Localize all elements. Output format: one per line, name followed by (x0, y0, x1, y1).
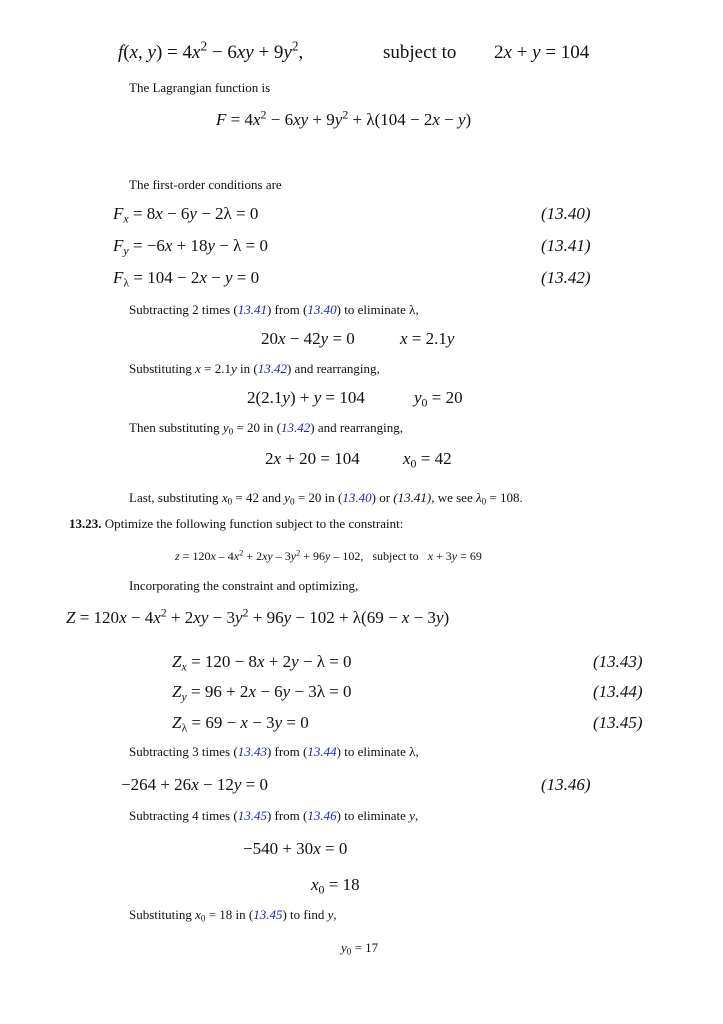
problem-statement: $z = 120x - 4x^2 + 2xy - 3y^2 + 96y - 102$, subject to x + 3y = 69 (175, 548, 482, 563)
equation-ref-link[interactable]: 13.46 (307, 808, 337, 823)
equation-ref-link[interactable]: 13.42 (257, 361, 287, 376)
final-result: $y_0 = 17$ (341, 940, 379, 957)
step-text: Last, substituting $x_0 = 42$ and $y_0 = 20$ in (13.40) or (13.41), we see $\lambda_0 = 108$. (129, 490, 523, 507)
equation-ref-link[interactable]: 13.40 (342, 490, 372, 505)
constraint-equation: 2x + y = 104 (494, 42, 590, 63)
equation-ref-link[interactable]: 13.41 (237, 302, 267, 317)
equation-tag: (13.46) (541, 775, 591, 794)
derived-equation: 20x − 42y = 0 (261, 329, 355, 348)
equation-tag: (13.41) (541, 236, 591, 255)
equation-ref-link[interactable]: 13.42 (281, 420, 311, 435)
equation-ref-link[interactable]: 13.45 (253, 907, 283, 922)
objective-function: f(x, $y) = 4x^2 - 6xy + 9y^2$, (118, 38, 304, 63)
foc-equation-zlambda: $Z_\lambda = 69 - x - 3y = 0$ (172, 713, 309, 735)
derived-equation: −264 + 26x − 12y = 0 (121, 775, 268, 794)
problem-heading: 13.23. Optimize the following function subject to the constraint: (69, 516, 404, 531)
equation-ref-link[interactable]: 13.43 (237, 744, 267, 759)
derived-equation: x = 2.1y (400, 329, 455, 348)
step-text: Then substituting $y_0 = 20$ in (13.42) and rearranging, (129, 420, 404, 437)
equation-tag: (13.40) (541, 204, 591, 223)
foc-equation-fy: $F_y = -6x + 18y - \lambda = 0$ (113, 236, 268, 258)
derived-equation: 2x + 20 = 104 (265, 449, 360, 468)
step-text: Subtracting 2 times (13.41) from (13.40) to eliminate λ, (129, 302, 419, 317)
derived-equation: $x_0 = 18$ (311, 875, 360, 897)
foc-equation-zy: $Z_y = 96 + 2x - 6y - 3\lambda = 0$ (172, 682, 352, 704)
lagrangian-equation: $F = 4x^2 - 6xy + 9y^2 + \lambda(104 - 2x - y)$ (216, 107, 472, 129)
foc-equation-zx: $Z_x = 120 - 8x + 2y - \lambda = 0$ (172, 652, 352, 674)
equation-tag: (13.42) (541, 268, 591, 287)
derived-equation: $y_0 = 20$ (414, 388, 463, 410)
equation-tag: (13.45) (593, 713, 643, 732)
lagrangian-intro: The Lagrangian function is (129, 80, 271, 95)
equation-tag: (13.43) (593, 652, 643, 671)
derived-equation: −540 + 30x = 0 (243, 839, 348, 858)
foc-equation-fx: $F_x = 8x - 6y - 2\lambda = 0$ (113, 204, 259, 226)
equation-ref-link[interactable]: 13.40 (307, 302, 337, 317)
lagrangian-z-equation: $Z = 120x - 4x^2 + 2xy - 3y^2 + 96y - 102 + \lambda(69 - x - 3y)$ (66, 605, 450, 627)
step-text: Substituting $x_0 = 18$ in (13.45) to find y, (129, 907, 337, 924)
foc-equation-flambda: $F_\lambda = 104 - 2x - y = 0$ (113, 268, 260, 290)
equation-tag: (13.44) (593, 682, 643, 701)
problem-number: 13.23. (69, 516, 102, 531)
equation-ref-link[interactable]: 13.44 (307, 744, 337, 759)
subject-to-label: subject to (383, 42, 457, 63)
equation-ref-link[interactable]: 13.45 (237, 808, 267, 823)
step-text: Subtracting 3 times (13.43) from (13.44) to eliminate λ, (129, 744, 419, 759)
step-text: Subtracting 4 times (13.45) from (13.46) to eliminate y, (129, 808, 419, 823)
foc-intro: The first-order conditions are (129, 177, 282, 192)
incorporating-text: Incorporating the constraint and optimizing, (129, 578, 359, 593)
step-text: Substituting x = 2.1y in (13.42) and rearranging, (129, 361, 380, 376)
derived-equation: 2(2.1y) + y = 104 (247, 388, 365, 407)
derived-equation: $x_0 = 42$ (403, 449, 452, 471)
